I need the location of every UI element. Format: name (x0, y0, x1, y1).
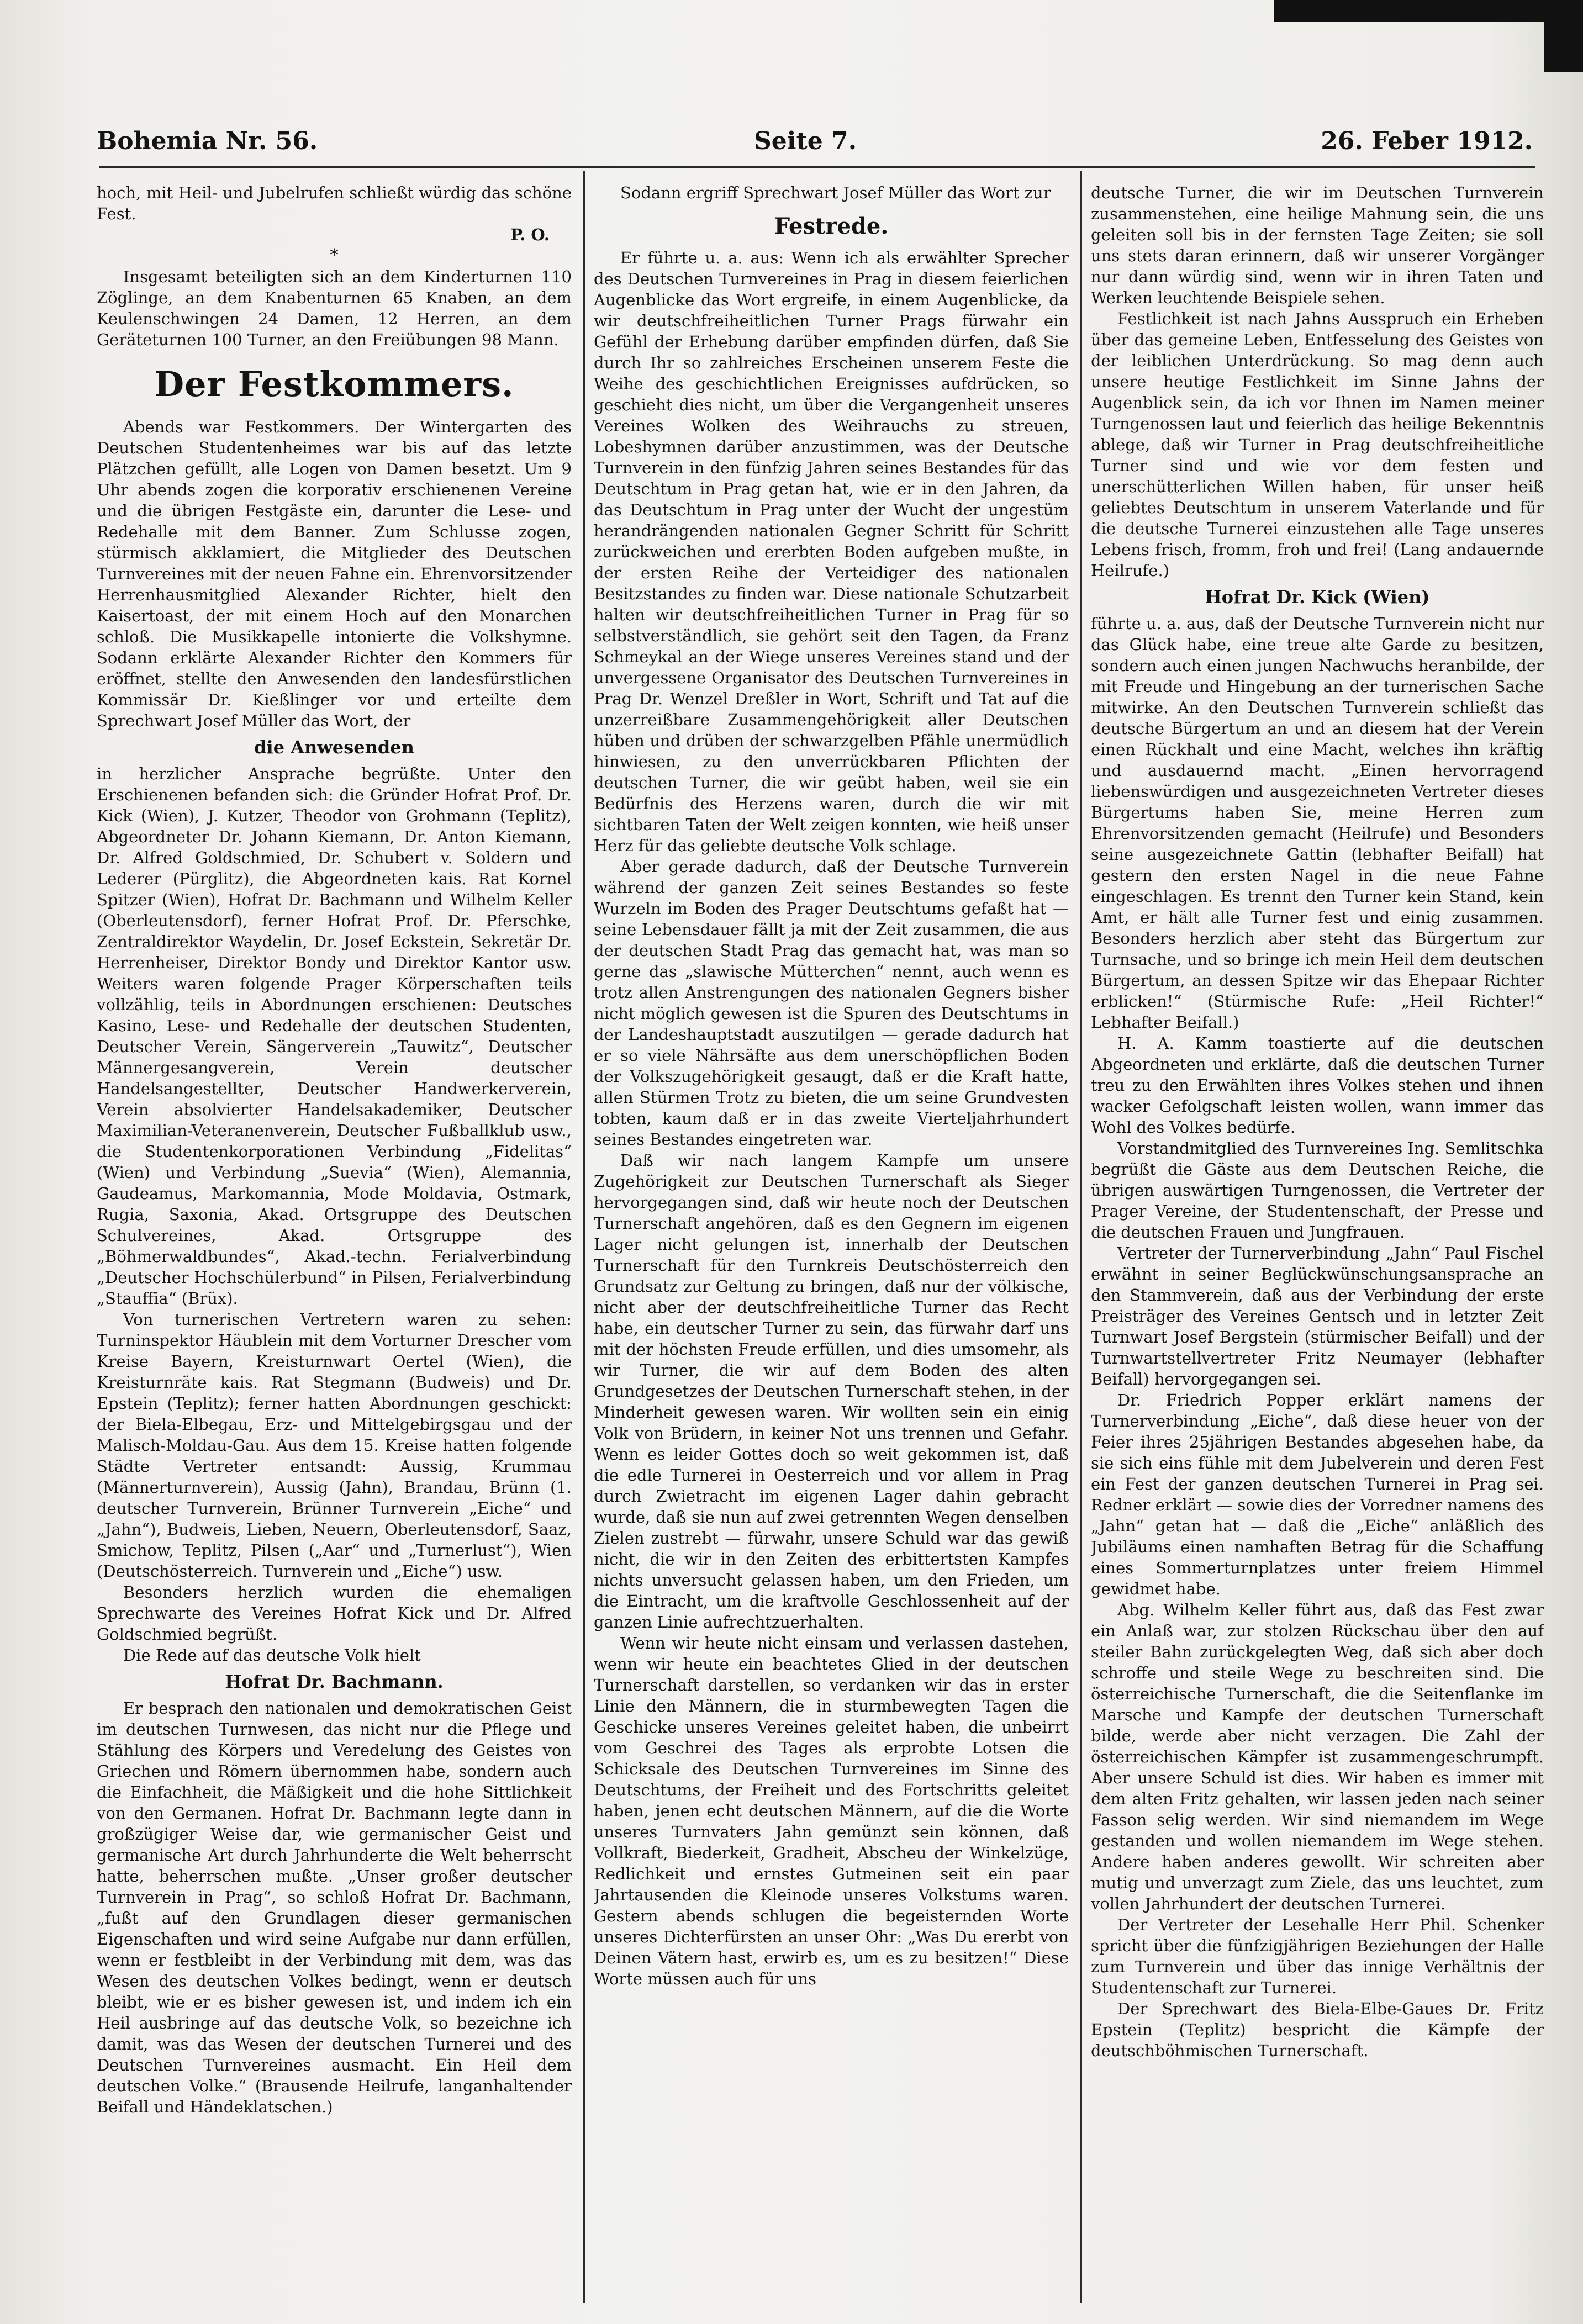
paragraph: Vorstandmitglied des Turnvereines Ing. Semlitschka begrüßt die Gäste aus dem Deutschen Reiche, die übrigen auswärtigen Turngenossen, die Vertreter der Prager Vereine, der Studentenschaft, der Presse und die deutschen Frauen und Jungfrauen. (1091, 1139, 1544, 1242)
paragraph: Er besprach den nationalen und demokratischen Geist im deutschen Turnwesen, das nicht nur die Pflege und Stählung des Körpers und Veredelung des Geistes von Griechen und Römern übernommen habe, sondern auch die Einfachheit, die Mäßigkeit und die hohe Sittlichkeit von den Germanen. Hofrat Dr. Bachmann legte dann in großzügiger Weise dar, wie germanischer Geist und germanische Art durch Jahrhunderte die Welt beherrscht hatte, beherrschen mußte. „Unser großer deutscher Turnverein in Prag“, so schloß Hofrat Dr. Bachmann, „fußt auf den Grundlagen dieser germanischen Eigenschaften und wird seine Aufgabe nur dann erfüllen, wenn er festbleibt in der Verbindung mit dem, was das Wesen des deutschen Volkes bedingt, wenn er deutsch bleibt, wie er es bisher gewesen ist, und indem ich ein Heil ausbringe auf das deutsche Volk, so bezeichne ich damit, was das Wesen der deutschen Turnerei und des Deutschen Turnvereines ausmacht. Ein Heil dem deutschen Volke.“ (Brausende Heilrufe, langanhaltender Beifall und Händeklatschen.) (97, 1699, 572, 2116)
paragraph: Der Vertreter der Lesehalle Herr Phil. Schenker spricht über die fünfzigjährigen Beziehungen der Halle zum Turnverein und über das innige Verhältnis der Studentenschaft zur Turnerei. (1091, 1915, 1544, 1997)
issue-date: 26. Feber 1912. (1321, 127, 1533, 155)
paragraph: Aber gerade dadurch, daß der Deutsche Turnverein während der ganzen Zeit seines Bestandes so feste Wurzeln im Boden des Prager Deutschtums gefaßt hat — seine Lebensdauer fällt ja mit der Zeit zusammen, die aus der deutschen Stadt Prag das gemacht hat, was man so gerne das „slawische Mütterchen“ nennt, auch wenn es trotz allen Anstrengungen des nationalen Gegners bisher nicht möglich gewesen ist die Spuren des Deutschtums in der Landeshauptstadt auszutilgen — gerade dadurch hat er so viele Nährsäfte aus dem unerschöpflichen Boden der Volkszugehörigkeit gesaugt, daß er die Kraft hatte, allen Stürmen Trotz zu bieten, die um seine Grundvesten tobten, kaum daß er in das zweite Vierteljahrhundert seines Bestandes eingetreten war. (594, 857, 1069, 1149)
paragraph: Vertreter der Turnerverbindung „Jahn“ Paul Fischel erwähnt in seiner Beglückwünschungsansprache an den Stammverein, daß aus der Verbindung der erste Preisträger des Vereines Gentsch und in letzter Zeit Turnwart Josef Bergstein (stürmischer Beifall) und der Turnwartstellvertreter Fritz Neumayer (lebhafter Beifall) hervorgegangen sei. (1091, 1244, 1544, 1388)
author-signature: P. O. (510, 225, 550, 244)
paragraph: in herzlicher Ansprache begrüßte. Unter den Erschienenen befanden sich: die Gründer Hofrat Prof. Dr. Kick (Wien), J. Kutzer, Theodor von Grohmann (Teplitz), Abgeordneter Dr. Johann Kiemann, Dr. Anton Kiemann, Dr. Alfred Goldschmied, Dr. Schubert v. Soldern und Lederer (Pürglitz), die Abgeordneten kais. Rat Kornel Spitzer (Wien), Hofrat Dr. Bachmann und Wilhelm Keller (Oberleutensdorf), ferner Hofrat Prof. Dr. Pferschke, Zentraldirektor Waydelin, Dr. Josef Eckstein, Sekretär Dr. Herrenheiser, Direktor Bondy und Direktor Kantor usw. Weiters waren folgende Prager Körperschaften teils vollzählig, teils in Abordnungen erschienen: Deutsches Kasino, Lese- und Redehalle der deutschen Studenten, Deutscher Verein, Sängerverein „Tauwitz“, Deutscher Männergesangverein, Verein deutscher Handelsangestellter, Deutscher Handwerkerverein, Verein absolvierter Handelsakademiker, Deutscher Maximilian-Veteranenverein, Deutscher Fußballklub usw., die Studentenkorporationen Verbindung „Fidelitas“ (Wien) und Verbindung „Suevia“ (Wien), Alemannia, Gaudeamus, Markomannia, Mode Moldavia, Ostmark, Rugia, Saxonia, Akad. Ortsgruppe des Deutschen Schulvereines, Akad. Ortsgruppe des „Böhmerwaldbundes“, Akad.-techn. Ferialverbindung „Deutscher Hochschülerbund“ in Pilsen, Ferialverbindung „Stauffia“ (Brüx). (97, 764, 572, 1308)
subheading: die Anwesenden (254, 737, 414, 758)
paragraph: Abends war Festkommers. Der Wintergarten des Deutschen Studentenheimes war bis auf das letzte Plätzchen gefüllt, alle Logen von Damen besetzt. Um 9 Uhr abends zogen die korporativ erschienenen Vereine und die übrigen Festgäste ein, darunter die Lese- und Redehalle mit dem Banner. Zum Schlusse zogen, stürmisch akklamiert, die Mitglieder des Deutschen Turnvereines mit der neuen Fahne ein. Ehrenvorsitzender Herrenhausmitglied Alexander Richter, hielt den Kaisertoast, der mit einem Hoch auf den Monarchen schloß. Die Musikkapelle intonierte die Volkshymne. Sodann erklärte Alexander Richter den Kommers für eröffnet, stellte den Anwesenden den landesfürstlichen Kommissär Dr. Kießlinger vor und erteilte dem Sprechwart Josef Müller das Wort, der (97, 418, 572, 730)
paragraph: Die Rede auf das deutsche Volk hielt (123, 1646, 421, 1665)
paragraph: Daß wir nach langem Kampfe um unsere Zugehörigkeit zur Deutschen Turnerschaft als Sieger hervorgegangen sind, daß wir heute noch der Deutschen Turnerschaft angehören, daß es den Gegnern im eigenen Lager nicht gelungen ist, innerhalb der Deutschen Turnerschaft für den Turnkreis Deutschösterreich den Grundsatz zur Geltung zu bringen, daß nur der völkische, nicht aber der deutschfreiheitliche Turner das Recht habe, ein deutscher Turner zu sein, das fürwahr darf uns mit der höchsten Freude erfüllen, und dies umsomehr, als wir Turner, die wir auf dem Boden des alten Grundgesetzes der Deutschen Turnerschaft stehen, in der Minderheit gewesen waren. Wir wollten sein ein einig Volk von Brüdern, in keiner Not uns trennen und Gefahr. Wenn es leider Gottes doch so weit gekommen ist, daß die edle Turnerei in Oesterreich und vor allem in Prag durch Zwietracht im eigenen Lager dahin gebracht wurde, daß sie nun auf zwei getrennten Wegen denselben Zielen zustrebt — fürwahr, unsere Schuld war das gewiß nicht, die wir in den Zeiten des erbittertsten Kampfes nichts unversucht gelassen haben, um den Frieden, um die Eintracht, um die kraftvolle Geschlossenheit auf der ganzen Linie aufrechtzuerhalten. (594, 1151, 1069, 1631)
paragraph: führte u. a. aus, daß der Deutsche Turnverein nicht nur das Glück habe, eine treue alte Garde zu besitzen, sondern auch einen jungen Nachwuchs heranbilde, der mit Freude und Hingebung an der turnerischen Sache mitwirke. An den Deutschen Turnverein schließt das deutsche Bürgertum an und an diesem hat der Verein einen Rückhalt und eine Macht, welches ihn kräftig und ausdauernd macht. „Einen hervorragend liebenswürdigen und ausgezeichneten Vertreter dieses Bürgertums haben Sie, meine Herren zum Ehrenvorsitzenden gemacht (Heilrufe) und Besonders seine ausgezeichnete Gattin (lebhafter Beifall) hat gestern den ersten Nagel in die neue Fahne eingeschlagen. Es trennt den Turner kein Stand, kein Amt, er hält alle Turner fest und einig zusammen. Besonders herzlich aber steht das Bürgertum zur Turnsache, und so bringe ich mein Heil dem deutschen Bürgertum, an dessen Spitze wir das Ehepaar Richter erblicken!“ (Stürmische Rufe: „Heil Richter!“ Lebhafter Beifall.) (1091, 614, 1544, 1032)
header-rule (99, 166, 1535, 168)
paragraph: Von turnerischen Vertretern waren zu sehen: Turninspektor Häublein mit dem Vorturner Drescher vom Kreise Bayern, Kreisturnwart Oertel (Wien), die Kreisturnräte kais. Rat Stegmann (Budweis) und Dr. Epstein (Teplitz); ferner hatten Abordnungen geschickt: der Biela-Elbegau, Erz- und Mittelgebirgsgau und der Malisch-Moldau-Gau. Aus dem 15. Kreise hatten folgende Städte Vertreter entsandt: Aussig, Krummau (Männerturnverein), Aussig (Jahn), Brandau, Brünn (1. deutscher Turnverein, Brünner Turnverein „Eiche“ und „Jahn“), Budweis, Lieben, Neuern, Oberleutensdorf, Saaz, Smichow, Teplitz, Pilsen („Aar“ und „Turnerlust“), Wien (Deutschösterreich. Turnverein und „Eiche“) usw. (97, 1310, 572, 1581)
paragraph: Der Sprechwart des Biela-Elbe-Gaues Dr. Fritz Epstein (Teplitz) bespricht die Kämpfe der deutschböhmischen Turnerschaft. (1091, 1999, 1544, 2060)
paragraph: deutsche Turner, die wir im Deutschen Turnverein zusammenstehen, eine heilige Mahnung sein, die uns geleiten soll bis in der fernsten Tage Zeiten; sie soll uns stets daran erinnern, daß wir unserer Vorgänger nur dann würdig sind, wenn wir in ihren Taten und Werken leuchtende Beispiele sehen. (1091, 183, 1544, 307)
paragraph: Insgesamt beteiligten sich an dem Kinderturnen 110 Zöglinge, an dem Knabenturnen 65 Knaben, an dem Keulenschwingen 24 Damen, 12 Herren, an dem Geräteturnen 100 Turner, an den Freiübungen 98 Mann. (97, 267, 572, 349)
paragraph: Besonders herzlich wurden die ehemaligen Sprechwarte des Vereines Hofrat Kick und Dr. Alfred Goldschmied begrüßt. (97, 1583, 572, 1644)
separator-star: * (330, 246, 339, 265)
column-2 (594, 182, 1069, 2303)
page-header (97, 120, 1533, 159)
page-number: Seite 7. (754, 127, 857, 155)
scan-border (1274, 0, 1583, 22)
section-heading: Der Festkommers. (154, 364, 514, 404)
paragraph: hoch, mit Heil- und Jubelrufen schließt würdig das schöne Fest. (97, 183, 572, 223)
subheading: Hofrat Dr. Kick (Wien) (1205, 587, 1430, 608)
column-1 (97, 182, 572, 2303)
newspaper-issue: Bohemia Nr. 56. (97, 127, 318, 155)
column-rule-2 (1080, 171, 1082, 2303)
section-heading: Festrede. (774, 213, 889, 239)
paragraph: Wenn wir heute nicht einsam und verlassen dastehen, wenn wir heute ein beachtetes Glied in der deutschen Turnerschaft darstellen, so verdanken wir das in erster Linie den Männern, die in sturmbewegten Tagen die Geschicke unseres Vereines geleitet haben, die unbeirrt vom Geschrei des Tages als erprobte Lotsen die Schicksale des Deutschen Turnvereines im Sinne des Deutschtums, der Freiheit und des Fortschritts geleitet haben, jenen echt deutschen Männern, auf die die Worte unseres Turnvaters Jahn gemünzt sein können, daß Vollkraft, Biederkeit, Gradheit, Abscheu der Winkelzüge, Redlichkeit und ernstes Gutmeinen seit ein paar Jahrtausenden die Kleinode unseres Volkstums waren. Gestern abends schlugen die begeisternden Worte unseres Dichterfürsten an unser Ohr: „Was Du ererbt von Deinen Vätern hast, erwirb es, um es zu besitzen!“ Diese Worte müssen auch für uns (594, 1634, 1069, 1988)
paragraph: Abg. Wilhelm Keller führt aus, daß das Fest zwar ein Anlaß war, zur stolzen Rückschau über den auf steiler Bahn zurückgelegten Weg, daß sich aber doch schroffe und steile Wege zu beschreiten sind. Die österreichische Turnerschaft, die die Seitenflanke im Marsche und Kampfe der deutschen Turnerschaft bilde, werde aber nicht verzagen. Die Zahl der österreichischen Kämpfer ist zusammengeschrumpft. Aber unsere Schuld ist dies. Wir haben es immer mit dem alten Fritz gehalten, wir lassen jeden nach seiner Fasson selig werden. Wir sind niemandem im Wege gestanden und wollen niemandem im Wege stehen. Andere haben anderes gewollt. Wir schreiten aber mutig und unverzagt zum Ziele, das uns leuchtet, zum vollen Jahrhundert der deutschen Turnerei. (1091, 1601, 1544, 1913)
paragraph: Er führte u. a. aus: Wenn ich als erwählter Sprecher des Deutschen Turnvereines in Prag in diesem feierlichen Augenblicke das Wort ergreife, in einem Augenblicke, da wir deutschfreiheitlichen Turner Prags fürwahr ein Gefühl der Erhebung darüber empfinden dürfen, daß Sie durch Ihr so zahlreiches Erscheinen unserem Feste die Weihe des geschichtlichen Ereignisses aufdrücken, so geschieht dies nicht, um über die Vergangenheit unseres Vereines Wolken des Weihrauchs zu streuen, Lobeshymnen darüber anzustimmen, was der Deutsche Turnverein in den fünfzig Jahren seines Bestandes für das Deutschtum in Prag getan hat, wie er in den Jahren, da das Deutschtum in Prag unter der Wucht der ungestüm herandrängenden nationalen Gegner Schritt für Schritt zurückweichen und ererbten Boden aufgeben mußte, in der ersten Reihe der Verteidiger des nationalen Besitzstandes zu finden war. Diese nationale Schutzarbeit halten wir deutschfreiheitlichen Turner in Prag für so selbstverständlich, sie gehört seit den Tagen, da Franz Schmeykal an der Wiege unseres Vereines stand und der unvergessene Organisator des Deutschen Turnvereines in Prag Dr. Wenzel Dreßler in Wort, Schrift und Tat auf die unzerreißbare Zusammengehörigkeit aller Deutschen hüben und drüben der schwarzgelben Pfähle unermüdlich hinwiesen, zu den unverrückbaren Pflichten der deutschen Turner, die wir geübt haben, weil sie ein Bedürfnis des Herzens waren, durch die wir mit sichtbaren Taten der Welt zeigen konnten, wie heiß unser Herz für das geliebte deutsche Volk schlage. (594, 249, 1069, 855)
paragraph: Sodann ergriff Sprechwart Josef Müller das Wort zur (620, 183, 1051, 202)
column-rule-1 (583, 171, 585, 2303)
scan-border-corner (1544, 0, 1583, 72)
paragraph: Dr. Friedrich Popper erklärt namens der Turnerverbindung „Eiche“, daß diese heuer von der Feier ihres 25jährigen Bestandes abgesehen habe, da sie sich eins fühle mit dem Jubelverein und deren Fest ein Fest der ganzen deutschen Turnerei in Prag sei. Redner erklärt — sowie dies der Vorredner namens des „Jahn“ getan hat — daß die „Eiche“ anläßlich des Jubiläums einen namhaften Betrag für die Schaffung eines Sommerturnplatzes unter freiem Himmel gewidmet habe. (1091, 1391, 1544, 1598)
column-3 (1091, 182, 1544, 2303)
subheading: Hofrat Dr. Bachmann. (225, 1671, 444, 1692)
paragraph: Festlichkeit ist nach Jahns Ausspruch ein Erheben über das gemeine Leben, Entfesselung des Geistes von der leiblichen Unterdrückung. So mag denn auch unsere heutige Festlichkeit im Sinne Jahns der Augenblick sein, da ich vor Ihnen im Namen meiner Turngenossen laut und feierlich das heilige Bekenntnis ablege, daß wir Turner in Prag deutschfreiheitliche Turner sind und wie vor dem festen und unerschütterlichen Willen haben, für unser heiß geliebtes Deutschtum in unserem Vaterlande und für die deutsche Turnerei einzustehen alle Tage unseres Lebens frisch, fromm, froh und frei! (Lang andauernde Heilrufe.) (1091, 309, 1544, 580)
paragraph: H. A. Kamm toastierte auf die deutschen Abgeordneten und erklärte, daß die deutschen Turner treu zu den Erwählten ihres Volkes stehen und ihnen wacker Gefolgschaft leisten wollen, wann immer das Wohl des Volkes bedürfe. (1091, 1034, 1544, 1137)
